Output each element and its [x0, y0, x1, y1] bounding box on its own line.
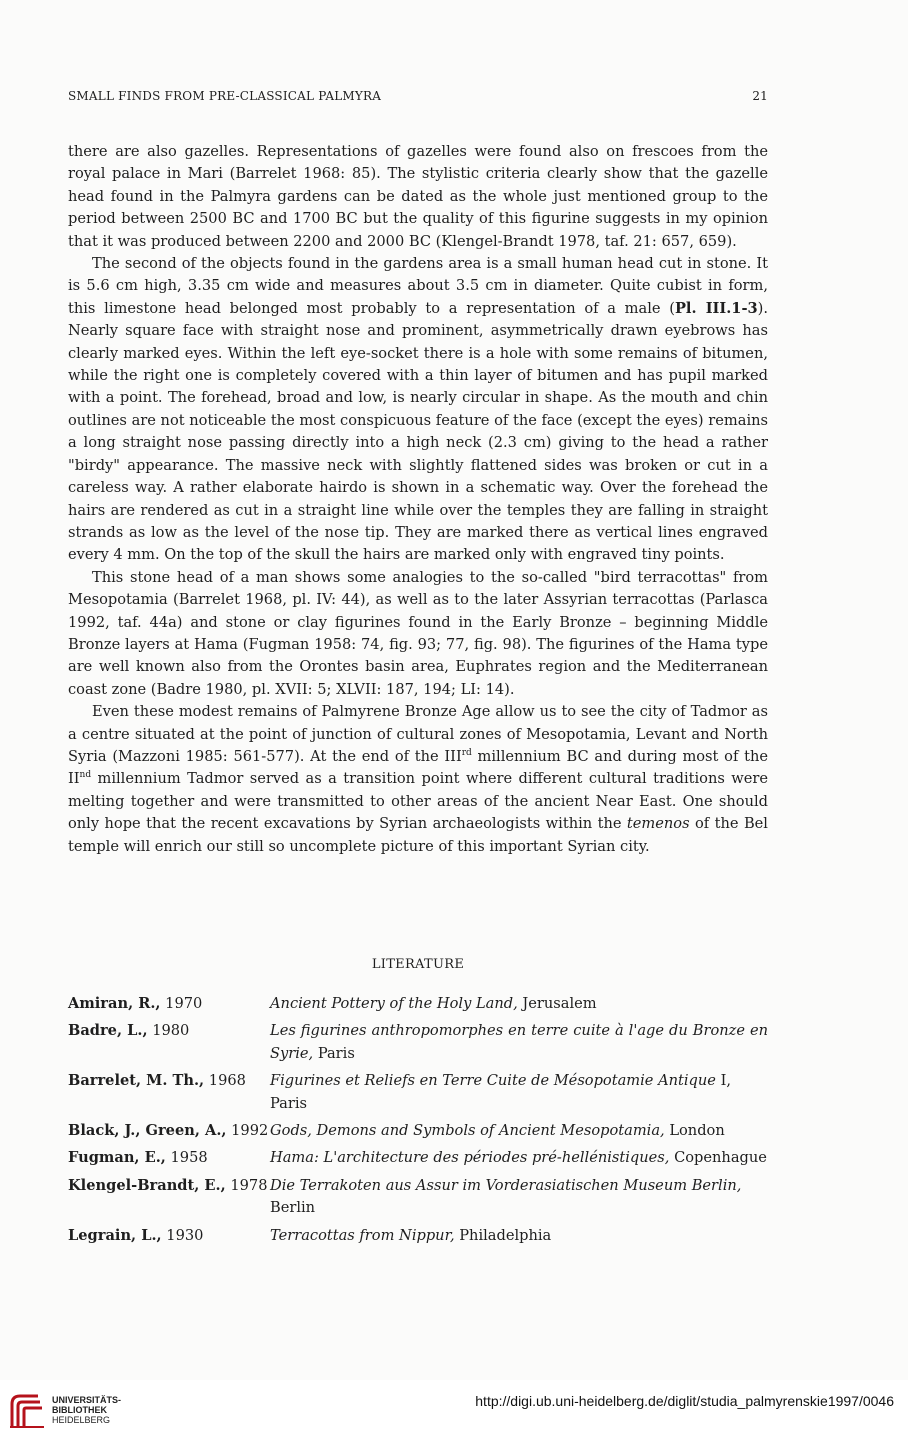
ub-heidelberg-logo-icon [8, 1390, 48, 1430]
author-name: Black, J., Green, A., [68, 1122, 227, 1140]
paragraph-1: there are also gazelles. Representations of gazelles were found also on frescoes from the royal palace in Mari (Barrelet 1968: 85). The stylistic criteria clearly show that the gazelle head found in the Palmyra gardens can be dated as the whole just mentioned group to the period between 2500 BC and 1700 BC but the quality of this figurine suggests in my opinion that it was produced between 2200 and 2000 BC (Klengel-Brandt 1978, taf. 21: 657, 659). [68, 143, 768, 250]
paragraph-2 [68, 253, 768, 567]
superscript-nd: nd [79, 770, 92, 781]
plate-reference: Pl. III.1-3 [674, 299, 758, 317]
author-name: Klengel-Brandt, E., [68, 1176, 226, 1194]
running-title: SMALL FINDS FROM PRE-CLASSICAL PALMYRA [68, 89, 382, 103]
entry-title: Figurines et Reliefs en Terre Cuite de Mésopotamie Antique [270, 1072, 716, 1090]
paragraph-4-text-c: millennium Tadmor served as a transition point where different cultural traditions were melting together and were transmitted to other areas of the ancient Near East. One should only hope that the recent excavations by Syrian archaeologists within the [68, 770, 768, 833]
entry-title: Ancient Pottery of the Holy Land, [270, 995, 518, 1012]
author-year: 1980 [152, 1022, 190, 1040]
entry-title: Gods, Demons and Symbols of Ancient Mesopotamia, [270, 1122, 665, 1140]
entry-reference [270, 1175, 768, 1220]
literature-entry [68, 1120, 768, 1142]
author-year: 1978 [230, 1176, 268, 1194]
literature-entry [68, 1147, 768, 1169]
entry-place: London [669, 1122, 725, 1140]
entry-place: Copenhague [674, 1149, 767, 1167]
author-name: Badre, L., [68, 1022, 148, 1040]
literature-list [68, 993, 768, 1252]
digitization-footer [0, 1380, 908, 1447]
entry-author [68, 1020, 270, 1065]
author-year: 1992 [231, 1122, 269, 1140]
entry-author [68, 1225, 270, 1247]
library-name-line-1: UNIVERSITÄTS- [52, 1395, 122, 1405]
entry-title: Les figurines anthropomorphes en terre cuite à l'age du Bronze en Syrie, [270, 1022, 768, 1062]
entry-title: Hama: L'architecture des périodes pré-hellénistiques, [270, 1149, 670, 1167]
paragraph-4 [68, 701, 768, 858]
paragraph-2-text-b: ). Nearly square face with straight nose and prominent, asymmetrically drawn eyebrows has clearly marked eyes. Within the left eye-socket there is a hole with some remains of bitumen, while the right one is completely covered with a thin layer of bitumen and has pupil marked with a point. The forehead, broad and low, is nearly circular in shape. As the mouth and chin outlines are not noticeable the most conspicuous feature of the face (except the eyes) remains a long straight nose passing directly into a high neck (2.3 cm) giving to the head a rather "birdy" appearance. The massive neck with slightly flattened sides was broken or cut in a careless way. A rather elaborate hairdo is shown in a schematic way. Over the forehead the hairs are rendered as cut in a straight line while over the temples they are falling in straight strands as low as the level of the nose tip. They are marked there as vertical lines engraved every 4 mm. On the top of the skull the hairs are marked only with engraved tiny points. [68, 299, 768, 564]
author-year: 1930 [166, 1226, 204, 1244]
entry-reference [270, 1147, 768, 1169]
paragraph-2-text-a: The second of the objects found in the gardens area is a small human head cut in stone. It is 5.6 cm high, 3.35 cm wide and measures about 3.5 cm in diameter. Quite cubist in form, this limestone head belonged most probably to a representation of a male ( [68, 255, 768, 317]
library-name-line-2: BIBLIOTHEK [52, 1405, 107, 1415]
author-year: 1958 [170, 1149, 208, 1167]
source-url-link[interactable]: http://digi.ub.uni-heidelberg.de/diglit/studia_palmyrenskie1997/0046 [475, 1393, 894, 1409]
literature-heading: LITERATURE [371, 957, 465, 972]
entry-place: Berlin [270, 1199, 316, 1217]
entry-reference [270, 1070, 768, 1115]
library-name-line-3: HEIDELBERG [52, 1415, 111, 1425]
literature-entry [68, 1070, 768, 1115]
superscript-rd: rd [461, 748, 472, 759]
body-text [68, 141, 768, 858]
italic-temenos: temenos [626, 815, 690, 833]
entry-title: Die Terrakoten aus Assur im Vorderasiatischen Museum Berlin, [270, 1176, 742, 1194]
entry-place: I, Paris [270, 1072, 731, 1112]
paragraph-3: This stone head of a man shows some analogies to the so-called "bird terracottas" from Mesopotamia (Barrelet 1968, pl. IV: 44), as well as to the later Assyrian terracottas (Parlasca 1992, taf. 44a) and stone or clay figurines found in the Early Bronze – beginning Middle Bronze layers at Hama (Fugman 1958: 74, fig. 93; 77, fig. 98). The figurines of the Hama type are well known also from the Orontes basin area, Euphrates region and the Mediterranean coast zone (Badre 1980, pl. XVII: 5; XLVII: 187, 194; LI: 14). [68, 568, 768, 698]
entry-reference [270, 1020, 768, 1065]
entry-author [68, 993, 270, 1015]
paragraph-4-text-b: millennium BC and during most of the II [68, 747, 768, 788]
entry-author [68, 1070, 270, 1115]
paragraph-4-text-d: of the Bel temple will enrich our still so uncomplete picture of this important Syrian city. [68, 815, 768, 855]
entry-place: Jerusalem [522, 995, 597, 1012]
literature-entry [68, 1020, 768, 1065]
author-year: 1970 [165, 995, 203, 1012]
literature-entry [68, 1175, 768, 1220]
author-name: Barrelet, M. Th., [68, 1072, 205, 1090]
author-name: Legrain, L., [68, 1226, 162, 1244]
entry-place: Paris [317, 1044, 355, 1062]
page-number: 21 [752, 89, 768, 103]
entry-place: Philadelphia [459, 1226, 552, 1244]
author-name: Fugman, E., [68, 1149, 166, 1167]
entry-author [68, 1120, 270, 1142]
paragraph-4-text-a: Even these modest remains of Palmyrene Bronze Age allow us to see the city of Tadmor as a centre situated at the point of junction of cultural zones of Mesopotamia, Levant and North Syria (Mazzoni 1985: 561-577). At the end of the III [68, 703, 768, 765]
entry-author [68, 1147, 270, 1169]
entry-reference [270, 1120, 768, 1142]
author-name: Amiran, R., [68, 995, 161, 1012]
entry-reference [270, 1225, 768, 1247]
library-name [52, 1395, 121, 1425]
entry-reference [270, 993, 768, 1015]
entry-title: Terracottas from Nippur, [270, 1226, 455, 1244]
literature-entry [68, 993, 768, 1015]
entry-author [68, 1175, 270, 1220]
author-year: 1968 [208, 1072, 246, 1090]
literature-entry [68, 1225, 768, 1247]
